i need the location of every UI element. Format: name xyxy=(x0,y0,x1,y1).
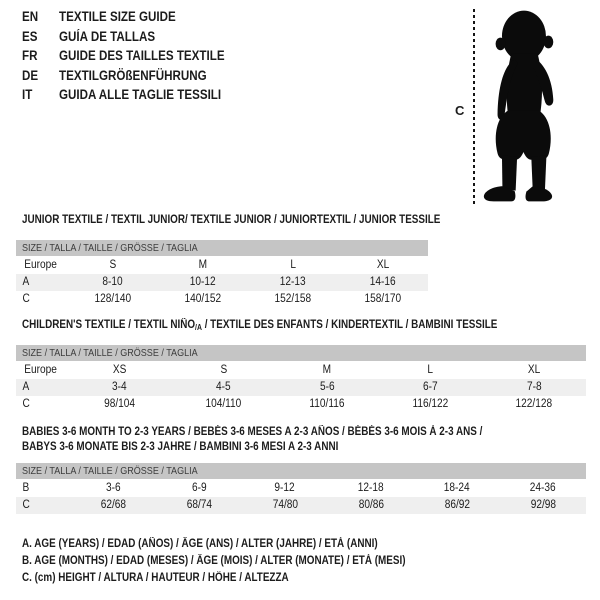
table-row xyxy=(16,396,586,413)
size-cell: 86/92 xyxy=(444,499,470,511)
size-cell: 74/80 xyxy=(272,499,298,511)
size-cell: XS xyxy=(113,364,127,376)
row-label: A xyxy=(22,276,30,288)
language-row-en xyxy=(22,7,252,27)
size-cell: 68/74 xyxy=(186,499,212,511)
language-header xyxy=(22,7,252,105)
size-header-bar: SIZE / TALLA / TAILLE / GRÖSSE / TAGLIA xyxy=(16,240,428,256)
size-cell: 128/140 xyxy=(94,293,132,305)
size-cell: S xyxy=(220,364,227,376)
language-row-de xyxy=(22,66,252,86)
size-cell: 18-24 xyxy=(444,482,470,494)
size-header-bar: SIZE / TALLA / TAILLE / GRÖSSE / TAGLIA xyxy=(16,345,586,361)
language-row-es xyxy=(22,27,252,47)
size-cell: 122/128 xyxy=(515,398,553,410)
table-title: JUNIOR TEXTILE / TEXTIL JUNIOR/ TEXTILE JUNIOR / JUNIORTEXTIL / JUNIOR TESSILE xyxy=(22,214,441,226)
language-label: GUÍA DE TALLAS xyxy=(59,28,156,44)
size-cell: 140/152 xyxy=(184,293,222,305)
table-row xyxy=(16,274,428,291)
size-cell: M xyxy=(322,364,332,376)
table-row xyxy=(16,291,428,308)
table-row xyxy=(16,497,586,514)
table-row xyxy=(16,362,586,379)
baby-silhouette-icon xyxy=(478,8,566,205)
table-row xyxy=(16,480,586,497)
language-code: ES xyxy=(22,28,38,44)
size-cell: 14-16 xyxy=(370,276,396,288)
size-cell: 6-9 xyxy=(191,482,207,494)
row-label: C xyxy=(22,499,30,511)
language-code: IT xyxy=(22,87,33,103)
table-row xyxy=(16,379,586,396)
size-cell: L xyxy=(290,259,296,271)
size-cell: 92/98 xyxy=(530,499,556,511)
table-title: BABIES 3-6 MONTH TO 2-3 YEARS / BEBÉS 3-6 MESES A 2-3 AÑOS / BÉBÉS 3-6 MOIS À 2-3 ANS / BABYS 3-6 MONATE BIS 2-3 JAHRE / BAMBINI 3-6 MESI A 2-3 ANNI xyxy=(22,426,483,453)
size-cell: 4-5 xyxy=(216,381,231,393)
size-cell: 80/86 xyxy=(358,499,384,511)
size-cell: 110/116 xyxy=(309,398,345,410)
size-cell: 8-10 xyxy=(102,276,124,288)
row-label: A xyxy=(22,381,30,393)
row-label: C xyxy=(22,398,30,410)
height-measure-line xyxy=(473,9,475,205)
language-code: DE xyxy=(22,67,39,83)
size-cell: 9-12 xyxy=(274,482,296,494)
footnote-a: A. AGE (YEARS) / EDAD (AÑOS) / ÂGE (ANS) / ALTER (JAHRE) / ETÀ (ANNI) xyxy=(22,538,378,550)
language-code: EN xyxy=(22,9,39,25)
size-cell: 5-6 xyxy=(319,381,335,393)
size-cell: 62/68 xyxy=(100,499,126,511)
size-cell: 24-36 xyxy=(530,482,556,494)
row-label: B xyxy=(22,482,30,494)
size-cell: S xyxy=(109,259,117,271)
size-header-bar: SIZE / TALLA / TAILLE / GRÖSSE / TAGLIA xyxy=(16,463,586,479)
size-cell: 116/122 xyxy=(412,398,449,410)
children-textile-table xyxy=(16,318,586,413)
size-cell: 12-13 xyxy=(280,276,306,288)
footnotes xyxy=(22,536,468,587)
size-cell: M xyxy=(198,259,208,271)
language-row-it xyxy=(22,85,252,105)
size-cell: 158/170 xyxy=(364,293,402,305)
size-cell: XL xyxy=(527,364,541,376)
size-cell: 3-4 xyxy=(112,381,128,393)
size-cell: 7-8 xyxy=(526,381,542,393)
language-label: GUIDA ALLE TAGLIE TESSILI xyxy=(59,87,222,103)
size-cell: 6-7 xyxy=(423,381,438,393)
size-cell: 104/110 xyxy=(205,398,242,410)
size-cell: 98/104 xyxy=(104,398,136,410)
language-label: TEXTILGRÖßENFÜHRUNG xyxy=(59,67,207,83)
row-label: Europe xyxy=(24,259,57,271)
language-label: TEXTILE SIZE GUIDE xyxy=(59,9,176,25)
row-label: Europe xyxy=(24,364,57,376)
size-cell: 12-18 xyxy=(358,482,384,494)
footnote-c: C. (cm) HEIGHT / ALTURA / HAUTEUR / HÖHE / ALTEZZA xyxy=(22,572,289,584)
footnote-b: B. AGE (MONTHS) / EDAD (MESES) / ÂGE (MOIS) / ALTER (MONATE) / ETÀ (MESI) xyxy=(22,555,406,567)
size-cell: 10-12 xyxy=(190,276,216,288)
size-cell: 152/158 xyxy=(274,293,312,305)
junior-textile-table xyxy=(16,213,441,308)
table-row xyxy=(16,257,428,274)
language-label: GUIDE DES TAILLES TEXTILE xyxy=(59,48,225,64)
language-code: FR xyxy=(22,48,38,64)
subscript: /A xyxy=(195,323,202,332)
row-label: C xyxy=(22,293,30,305)
height-measure-label: C xyxy=(455,103,465,118)
language-row-fr xyxy=(22,46,252,66)
babies-textile-table xyxy=(16,425,586,514)
size-cell: 3-6 xyxy=(105,482,121,494)
size-cell: XL xyxy=(376,259,390,271)
size-cell: L xyxy=(427,364,434,376)
table-title: CHILDREN'S TEXTILE / TEXTIL NIÑO/A / TEXTILE DES ENFANTS / KINDERTEXTIL / BAMBINI TESSILE xyxy=(22,319,498,332)
